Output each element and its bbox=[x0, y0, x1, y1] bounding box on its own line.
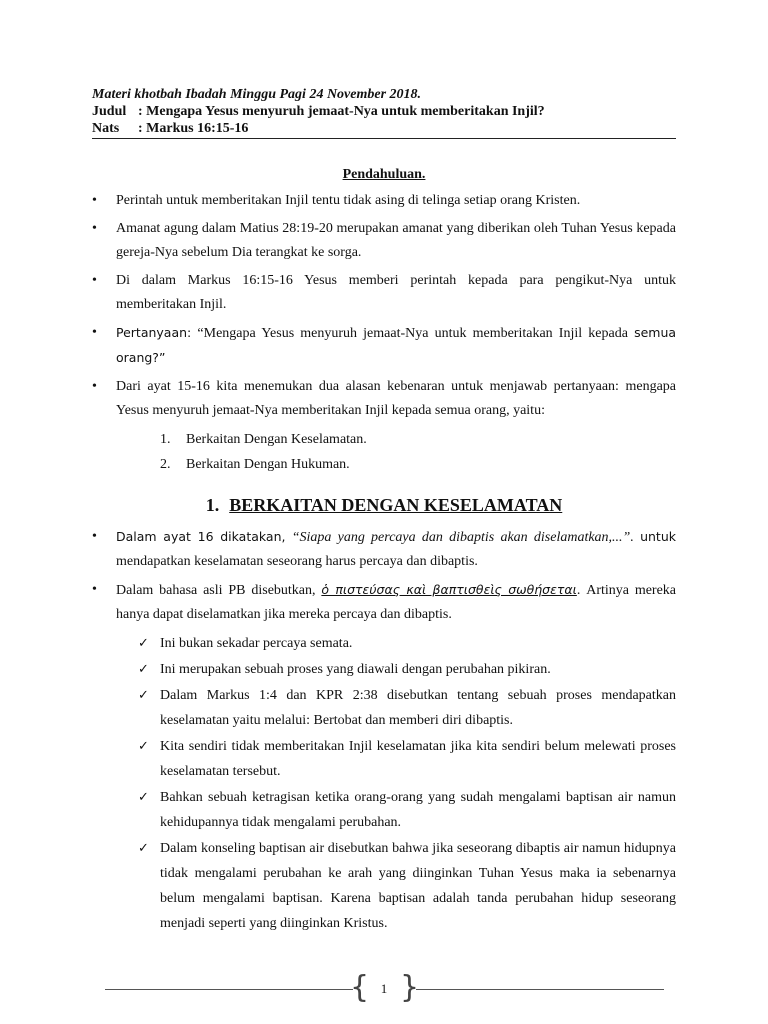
nats-label: Nats bbox=[92, 121, 120, 136]
list-item: • Dalam ayat 16 dikatakan, “Siapa yang percaya dan dibaptis akan diselamatkan,...”. untuk mendapatkan keselamatan seseorang harus percaya dan dibaptis. bbox=[92, 525, 676, 575]
header-divider bbox=[92, 138, 676, 139]
page-footer bbox=[0, 968, 768, 1008]
footer-rule-right bbox=[416, 989, 664, 990]
section-title: BERKAITAN DENGAN KESELAMATAN bbox=[229, 494, 563, 515]
right-brace-icon: } bbox=[400, 970, 420, 1005]
checklist-item: ✓ Ini bukan sekadar percaya semata. bbox=[138, 631, 676, 656]
list-item: • Di dalam Markus 16:15-16 Yesus memberi perintah kepada para pengikut-Nya untuk memberitakan Injil. bbox=[92, 269, 676, 318]
left-brace-icon: { bbox=[350, 970, 370, 1005]
judul-value: : Mengapa Yesus menyuruh jemaat-Nya untuk memberitakan Injil? bbox=[138, 104, 545, 119]
checkmark-icon: ✓ bbox=[138, 635, 149, 651]
document-page bbox=[92, 86, 676, 937]
checklist-item: ✓ Dalam konseling baptisan air disebutkan bahwa jika seseorang dibaptis air namun hidupnya tidak mengalami perubahan ke arah yang diinginkan Tuhan Yesus maka ia sebenarnya belum mengalami baptisan. Karena baptisan adalah tanda perubahan hidup seseorang menjadi seperti yang diinginkan Kristus. bbox=[138, 836, 676, 936]
section-heading bbox=[92, 494, 676, 516]
checkmark-icon: ✓ bbox=[138, 738, 149, 754]
list-item: • Amanat agung dalam Matius 28:19-20 merupakan amanat yang diberikan oleh Tuhan Yesus kepada gereja-Nya sebelum Dia terangkat ke sorga. bbox=[92, 217, 676, 266]
judul-line bbox=[92, 103, 676, 120]
document-header bbox=[92, 86, 676, 139]
intro-title: Pendahuluan. bbox=[342, 167, 426, 182]
checklist-item: ✓ Bahkan sebuah ketragisan ketika orang-orang yang sudah mengalami baptisan air namun kehidupannya tidak mengalami perubahan. bbox=[138, 785, 676, 835]
judul-label: Judul bbox=[92, 104, 127, 119]
sermon-info-line: Materi khotbah Ibadah Minggu Pagi 24 November 2018. bbox=[92, 87, 422, 102]
reason-item: 2. Berkaitan Dengan Hukuman. bbox=[160, 456, 350, 472]
verse-quote: “Siapa yang percaya dan dibaptis akan diselamatkan,...”. bbox=[291, 529, 634, 545]
checklist-item: ✓ Ini merupakan sebuah proses yang diawali dengan perubahan pikiran. bbox=[138, 657, 676, 682]
list-item bbox=[92, 321, 676, 372]
question-prefix: Pertanyaan: bbox=[116, 324, 192, 340]
footer-rule-left bbox=[105, 989, 353, 990]
bullet-icon: • bbox=[92, 193, 97, 208]
checkmark-icon: ✓ bbox=[138, 687, 149, 703]
section-number: 1. bbox=[205, 494, 220, 515]
question-tail: semua orang?” bbox=[116, 324, 677, 365]
question-text: “Mengapa Yesus menyuruh jemaat-Nya untuk memberitakan Injil kepada bbox=[197, 325, 628, 341]
nats-value: : Markus 16:15-16 bbox=[138, 121, 249, 136]
reason-item: 1. Berkaitan Dengan Keselamatan. bbox=[160, 431, 367, 447]
bullet-icon: • bbox=[92, 324, 97, 340]
list-item: • Dalam bahasa asli PB disebutkan, ὁ πιστεύσας καὶ βαπτισθεὶς σωθήσεται. Artinya mereka hanya dapat diselamatkan jika mereka percaya dan dibaptis. bbox=[92, 578, 676, 628]
checkmark-icon: ✓ bbox=[138, 661, 149, 677]
list-item: • Perintah untuk memberitakan Injil tentu tidak asing di telinga setiap orang Kristen. bbox=[92, 189, 676, 214]
page-number: 1 bbox=[380, 981, 388, 996]
bullet-icon: • bbox=[92, 581, 97, 597]
checklist-item: ✓ Dalam Markus 1:4 dan KPR 2:38 disebutkan tentang sebuah proses mendapatkan keselamatan yaitu melalui: Bertobat dan memberi diri dibaptis. bbox=[138, 683, 676, 733]
checkmark-icon: ✓ bbox=[138, 789, 149, 805]
nats-line bbox=[92, 120, 676, 137]
bullet-icon: • bbox=[92, 220, 97, 236]
bullet-icon: • bbox=[92, 378, 97, 394]
reasons-list bbox=[92, 427, 676, 477]
greek-text: ὁ πιστεύσας καὶ βαπτισθεὶς σωθήσεται bbox=[321, 581, 577, 597]
checkmark-icon: ✓ bbox=[138, 840, 149, 856]
bullet-icon: • bbox=[92, 528, 97, 544]
intro-bullet-list bbox=[92, 189, 676, 424]
list-item: • Dari ayat 15-16 kita menemukan dua alasan kebenaran untuk menjawab pertanyaan: mengapa Yesus menyuruh jemaat-Nya memberitakan Injil kepada semua orang, yaitu: bbox=[92, 375, 676, 424]
section-bullet-list bbox=[92, 525, 676, 628]
checklist-item: ✓ Kita sendiri tidak memberitakan Injil keselamatan jika kita sendiri belum melewati proses keselamatan tersebut. bbox=[138, 734, 676, 784]
checklist bbox=[92, 631, 676, 936]
bullet-icon: • bbox=[92, 272, 97, 288]
